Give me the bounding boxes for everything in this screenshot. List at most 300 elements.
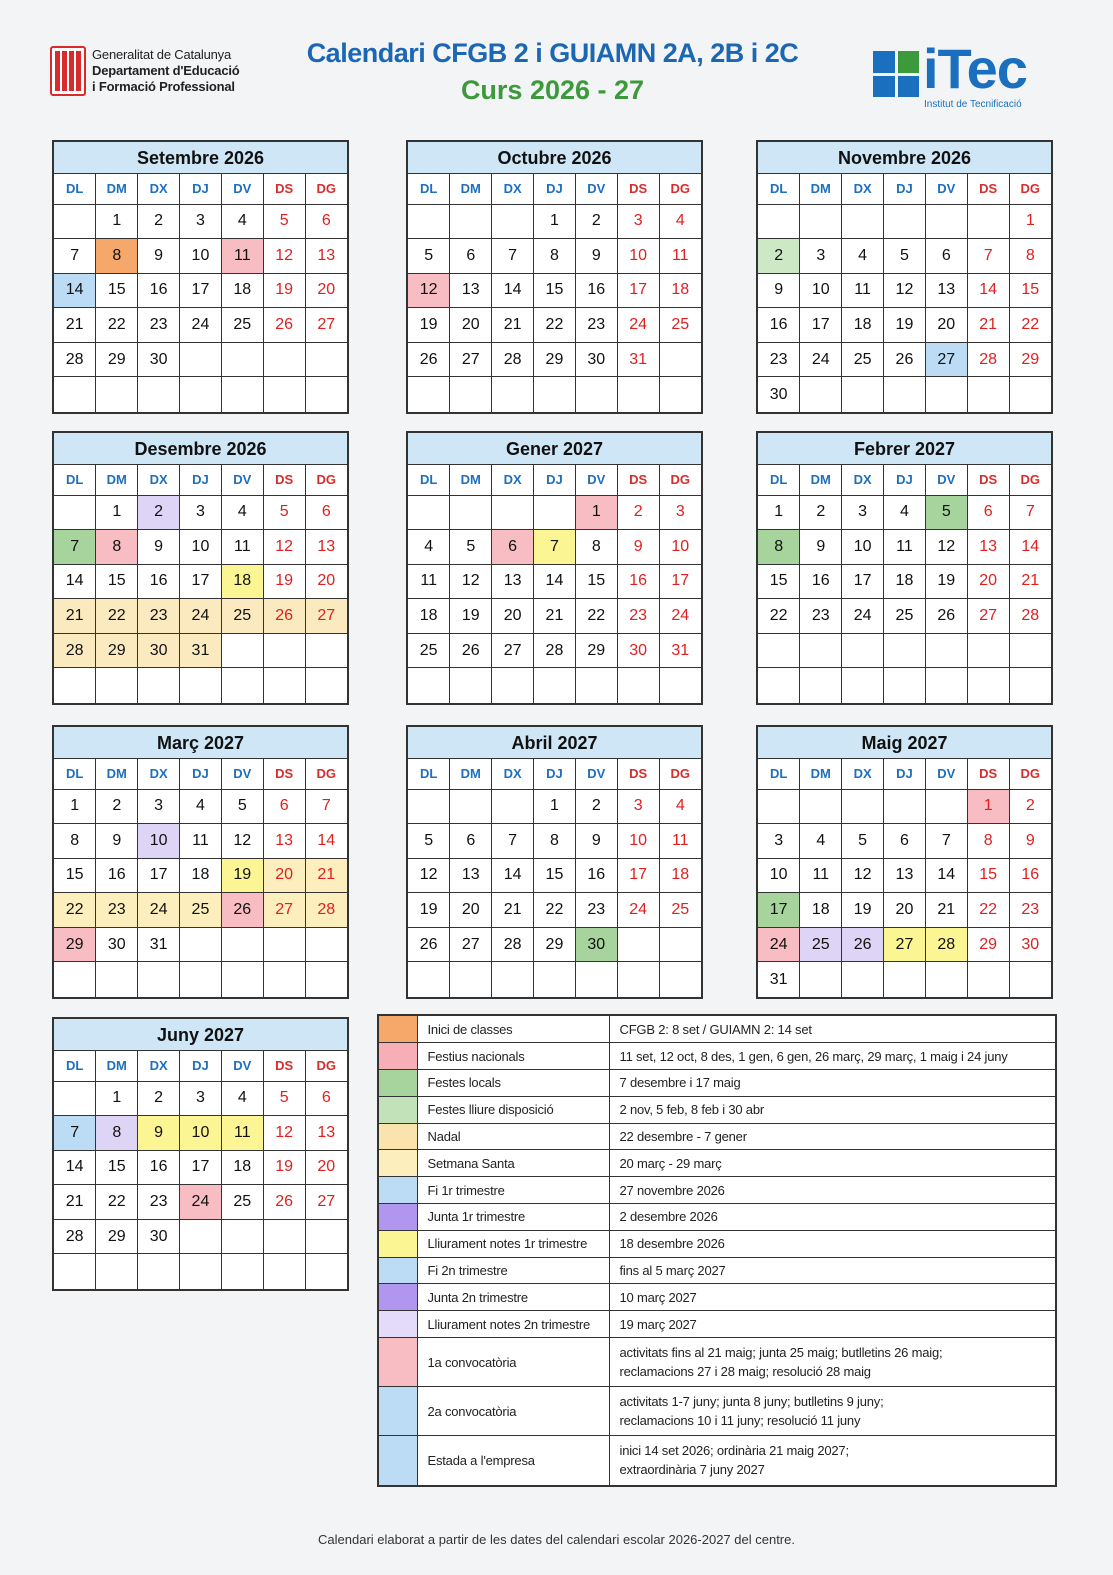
empty-cell (800, 789, 842, 824)
week-row (408, 308, 701, 343)
weekday-label: DX (492, 174, 534, 204)
legend-label: Fi 1r trimestre (417, 1177, 609, 1204)
day-cell: 15 (758, 564, 800, 599)
day-cell: 17 (842, 564, 884, 599)
month-calendar (756, 725, 1053, 999)
day-cell: 17 (180, 564, 222, 599)
day-cell: 23 (800, 599, 842, 634)
day-cell: 6 (967, 495, 1009, 530)
day-cell: 13 (450, 858, 492, 893)
day-cell: 24 (180, 599, 222, 634)
weekday-header-row (54, 759, 347, 789)
day-cell: 19 (884, 308, 926, 343)
day-cell: 25 (659, 893, 701, 928)
day-cell: 28 (54, 342, 96, 377)
day-cell: 24 (800, 342, 842, 377)
month-calendar (756, 431, 1053, 705)
week-row (54, 377, 347, 412)
legend-value (609, 1096, 1055, 1123)
day-cell: 5 (221, 789, 263, 824)
empty-cell (96, 1254, 138, 1289)
empty-cell (54, 1081, 96, 1116)
empty-cell (54, 962, 96, 997)
day-cell: 10 (617, 239, 659, 274)
day-cell: 7 (925, 824, 967, 859)
day-cell: 26 (450, 633, 492, 668)
day-cell: 15 (1009, 273, 1051, 308)
day-cell: 2 (96, 789, 138, 824)
empty-cell (884, 668, 926, 703)
weekday-label: DJ (180, 759, 222, 789)
week-row (758, 927, 1051, 962)
day-cell: 24 (180, 1185, 222, 1220)
legend-color-swatch (379, 1177, 417, 1204)
legend-color-swatch (379, 1436, 417, 1485)
weekday-label: DV (575, 465, 617, 495)
day-cell: 21 (492, 893, 534, 928)
day-cell: 10 (180, 1116, 222, 1151)
empty-cell (925, 789, 967, 824)
day-cell: 8 (54, 824, 96, 859)
month-calendar (406, 725, 703, 999)
weekday-label: DJ (534, 174, 576, 204)
empty-cell (221, 1254, 263, 1289)
day-cell: 6 (305, 1081, 347, 1116)
week-row (758, 308, 1051, 343)
weekday-label: DJ (884, 465, 926, 495)
day-cell: 28 (1009, 599, 1051, 634)
day-cell: 29 (967, 927, 1009, 962)
empty-cell (54, 668, 96, 703)
legend-value-line: 20 març - 29 març (619, 1155, 722, 1171)
empty-cell (180, 342, 222, 377)
day-cell: 30 (138, 633, 180, 668)
day-cell: 27 (967, 599, 1009, 634)
empty-cell (305, 342, 347, 377)
empty-cell (925, 633, 967, 668)
legend-label: Estada a l'empresa (417, 1436, 609, 1485)
empty-cell (138, 377, 180, 412)
empty-cell (263, 927, 305, 962)
weekday-label: DL (54, 174, 96, 204)
empty-cell (492, 789, 534, 824)
day-cell: 29 (96, 633, 138, 668)
legend-value-line: extraordinària 7 juny 2027 (619, 1462, 765, 1478)
day-cell: 16 (758, 308, 800, 343)
day-cell: 18 (221, 273, 263, 308)
day-cell: 8 (96, 1116, 138, 1151)
day-cell: 16 (575, 273, 617, 308)
weekday-label: DS (967, 174, 1009, 204)
itec-wordmark: iTec (923, 37, 1027, 100)
month-calendar (52, 725, 349, 999)
empty-cell (408, 377, 450, 412)
day-cell: 21 (492, 308, 534, 343)
day-cell: 9 (575, 239, 617, 274)
legend-label: Setmana Santa (417, 1150, 609, 1177)
legend-color-swatch (379, 1230, 417, 1257)
legend-value-line: activitats fins al 21 maig; junta 25 maig; butlletins 26 maig; (619, 1345, 943, 1361)
week-row (758, 530, 1051, 565)
day-cell: 12 (450, 564, 492, 599)
day-cell: 6 (492, 530, 534, 565)
day-cell: 25 (221, 599, 263, 634)
day-cell: 8 (96, 239, 138, 274)
legend-row (379, 1123, 1055, 1150)
day-cell: 3 (180, 1081, 222, 1116)
day-cell: 13 (305, 1116, 347, 1151)
day-cell: 30 (138, 342, 180, 377)
empty-cell (96, 668, 138, 703)
empty-cell (450, 204, 492, 239)
legend-value-line: 2 nov, 5 feb, 8 feb i 30 abr (619, 1102, 764, 1118)
empty-cell (408, 962, 450, 997)
legend-value-line: reclamacions 10 i 11 juny; resolució 11 juny (619, 1413, 861, 1429)
day-cell: 18 (221, 1150, 263, 1185)
day-cell: 8 (575, 530, 617, 565)
day-cell: 9 (617, 530, 659, 565)
weekday-label: DM (800, 759, 842, 789)
day-cell: 7 (305, 789, 347, 824)
day-cell: 11 (800, 858, 842, 893)
weekday-label: DG (305, 759, 347, 789)
day-cell: 30 (758, 377, 800, 412)
weekday-header-row (54, 174, 347, 204)
month-title: Desembre 2026 (54, 433, 347, 465)
weekday-label: DG (659, 759, 701, 789)
day-cell: 28 (54, 633, 96, 668)
legend-color-swatch (379, 1387, 417, 1436)
legend-value (609, 1150, 1055, 1177)
day-cell: 14 (492, 858, 534, 893)
day-cell: 21 (534, 599, 576, 634)
legend-value-line: 22 desembre - 7 gener (619, 1129, 747, 1145)
week-row (758, 239, 1051, 274)
week-row (54, 668, 347, 703)
empty-cell (263, 633, 305, 668)
weekday-header-row (54, 1051, 347, 1081)
day-cell: 12 (263, 530, 305, 565)
day-cell: 13 (305, 530, 347, 565)
legend-value (609, 1284, 1055, 1311)
day-cell: 17 (138, 858, 180, 893)
day-cell: 31 (180, 633, 222, 668)
day-cell: 25 (221, 308, 263, 343)
day-cell: 23 (96, 893, 138, 928)
week-row (758, 789, 1051, 824)
empty-cell (842, 962, 884, 997)
week-row (408, 377, 701, 412)
weekday-label: DX (138, 759, 180, 789)
day-cell: 25 (221, 1185, 263, 1220)
day-cell: 14 (1009, 530, 1051, 565)
day-cell: 11 (221, 1116, 263, 1151)
weekday-label: DV (221, 1051, 263, 1081)
month-calendar (52, 1017, 349, 1291)
day-cell: 14 (54, 1150, 96, 1185)
day-cell: 14 (967, 273, 1009, 308)
legend-value (609, 1204, 1055, 1231)
week-row (408, 962, 701, 997)
day-cell: 11 (884, 530, 926, 565)
empty-cell (180, 668, 222, 703)
day-cell: 3 (842, 495, 884, 530)
day-cell: 16 (96, 858, 138, 893)
day-cell: 27 (450, 342, 492, 377)
day-cell: 5 (925, 495, 967, 530)
legend-row (379, 1016, 1055, 1043)
legend-label: Fi 2n trimestre (417, 1257, 609, 1284)
weekday-label: DS (967, 759, 1009, 789)
itec-subtitle: Institut de Tecnificació (924, 99, 1022, 110)
empty-cell (1009, 962, 1051, 997)
week-row (54, 342, 347, 377)
empty-cell (758, 789, 800, 824)
empty-cell (408, 495, 450, 530)
weekday-label: DJ (180, 465, 222, 495)
legend-value-line: 27 novembre 2026 (619, 1182, 725, 1198)
weekday-label: DJ (884, 759, 926, 789)
day-cell: 19 (221, 858, 263, 893)
day-cell: 22 (96, 308, 138, 343)
weekday-label: DX (492, 465, 534, 495)
week-row (408, 824, 701, 859)
day-cell: 11 (842, 273, 884, 308)
day-cell: 17 (758, 893, 800, 928)
day-cell: 7 (1009, 495, 1051, 530)
weekday-label: DM (800, 174, 842, 204)
week-row (758, 824, 1051, 859)
weekday-label: DG (1009, 465, 1051, 495)
day-cell: 19 (263, 1150, 305, 1185)
week-row (758, 342, 1051, 377)
legend-color-swatch (379, 1043, 417, 1070)
weekday-label: DM (96, 465, 138, 495)
month-title: Abril 2027 (408, 727, 701, 759)
legend-value-line: reclamacions 27 i 28 maig; resolució 28 maig (619, 1364, 871, 1380)
empty-cell (617, 377, 659, 412)
empty-cell (450, 495, 492, 530)
day-cell: 1 (54, 789, 96, 824)
month-title: Setembre 2026 (54, 142, 347, 174)
week-row (408, 239, 701, 274)
day-cell: 1 (96, 495, 138, 530)
weekday-label: DM (450, 759, 492, 789)
weekday-label: DV (925, 174, 967, 204)
day-cell: 6 (305, 204, 347, 239)
day-cell: 12 (263, 1116, 305, 1151)
empty-cell (492, 377, 534, 412)
legend-value-line: 11 set, 12 oct, 8 des, 1 gen, 6 gen, 26 març, 29 març, 1 maig i 24 juny (619, 1048, 1008, 1064)
legend-value (609, 1387, 1055, 1436)
legend-label: Lliurament notes 2n trimestre (417, 1311, 609, 1338)
day-cell: 4 (659, 789, 701, 824)
legend-value (609, 1257, 1055, 1284)
empty-cell (408, 789, 450, 824)
day-cell: 25 (180, 893, 222, 928)
day-cell: 20 (305, 1150, 347, 1185)
day-cell: 18 (408, 599, 450, 634)
empty-cell (617, 668, 659, 703)
day-cell: 10 (842, 530, 884, 565)
day-cell: 6 (305, 495, 347, 530)
day-cell: 1 (534, 789, 576, 824)
empty-cell (534, 495, 576, 530)
day-cell: 8 (1009, 239, 1051, 274)
weekday-label: DS (617, 759, 659, 789)
day-cell: 6 (450, 239, 492, 274)
week-row (54, 204, 347, 239)
day-cell: 14 (492, 273, 534, 308)
day-cell: 1 (96, 204, 138, 239)
day-cell: 18 (221, 564, 263, 599)
day-cell: 22 (96, 1185, 138, 1220)
day-cell: 7 (54, 530, 96, 565)
day-cell: 10 (758, 858, 800, 893)
day-cell: 17 (180, 273, 222, 308)
day-cell: 25 (659, 308, 701, 343)
day-cell: 8 (758, 530, 800, 565)
day-cell: 14 (925, 858, 967, 893)
day-cell: 28 (492, 342, 534, 377)
legend-label: 1a convocatòria (417, 1338, 609, 1387)
day-cell: 9 (138, 239, 180, 274)
legend-color-swatch (379, 1257, 417, 1284)
day-cell: 11 (221, 530, 263, 565)
day-cell: 16 (617, 564, 659, 599)
empty-cell (408, 204, 450, 239)
generalitat-text (92, 47, 240, 95)
day-cell: 4 (180, 789, 222, 824)
empty-cell (800, 962, 842, 997)
day-cell: 2 (758, 239, 800, 274)
empty-cell (967, 962, 1009, 997)
empty-cell (492, 204, 534, 239)
week-row (758, 599, 1051, 634)
week-row (54, 893, 347, 928)
day-cell: 17 (180, 1150, 222, 1185)
day-cell: 28 (967, 342, 1009, 377)
day-cell: 13 (925, 273, 967, 308)
week-row (54, 1219, 347, 1254)
day-cell: 14 (54, 564, 96, 599)
title-block (250, 38, 855, 106)
day-cell: 3 (180, 204, 222, 239)
empty-cell (884, 377, 926, 412)
day-cell: 17 (659, 564, 701, 599)
day-cell: 7 (54, 239, 96, 274)
day-cell: 29 (96, 1219, 138, 1254)
day-cell: 6 (925, 239, 967, 274)
day-cell: 12 (925, 530, 967, 565)
week-row (408, 893, 701, 928)
empty-cell (967, 668, 1009, 703)
weekday-header-row (758, 174, 1051, 204)
week-row (408, 858, 701, 893)
empty-cell (659, 927, 701, 962)
empty-cell (221, 1219, 263, 1254)
day-cell: 21 (1009, 564, 1051, 599)
weekday-label: DV (575, 759, 617, 789)
empty-cell (305, 1254, 347, 1289)
day-cell: 21 (925, 893, 967, 928)
day-cell: 23 (138, 1185, 180, 1220)
weekday-label: DG (659, 174, 701, 204)
empty-cell (492, 495, 534, 530)
empty-cell (575, 668, 617, 703)
weekday-label: DX (842, 465, 884, 495)
empty-cell (659, 377, 701, 412)
legend-color-swatch (379, 1096, 417, 1123)
day-cell: 10 (180, 530, 222, 565)
day-cell: 19 (263, 273, 305, 308)
empty-cell (96, 962, 138, 997)
day-cell: 14 (534, 564, 576, 599)
day-cell: 3 (659, 495, 701, 530)
day-cell: 18 (180, 858, 222, 893)
legend-row (379, 1150, 1055, 1177)
weekday-label: DJ (884, 174, 926, 204)
week-row (408, 495, 701, 530)
legend-value-line: 2 desembre 2026 (619, 1209, 718, 1225)
legend-label: Nadal (417, 1123, 609, 1150)
logo-line-3: i Formació Professional (92, 79, 235, 94)
empty-cell (1009, 377, 1051, 412)
empty-cell (305, 377, 347, 412)
day-cell: 25 (842, 342, 884, 377)
legend-color-swatch (379, 1204, 417, 1231)
day-cell: 12 (408, 273, 450, 308)
legend-value-line: 18 desembre 2026 (619, 1236, 725, 1252)
week-row (408, 668, 701, 703)
day-cell: 3 (800, 239, 842, 274)
day-cell: 2 (575, 204, 617, 239)
day-cell: 20 (967, 564, 1009, 599)
day-cell: 7 (534, 530, 576, 565)
day-cell: 21 (54, 308, 96, 343)
day-cell: 5 (263, 495, 305, 530)
empty-cell (263, 1219, 305, 1254)
week-row (758, 962, 1051, 997)
day-cell: 28 (54, 1219, 96, 1254)
empty-cell (221, 962, 263, 997)
day-cell: 24 (138, 893, 180, 928)
legend-color-swatch (379, 1338, 417, 1387)
day-cell: 20 (492, 599, 534, 634)
week-row (408, 633, 701, 668)
empty-cell (884, 962, 926, 997)
day-cell: 23 (617, 599, 659, 634)
weekday-label: DM (96, 174, 138, 204)
weekday-label: DV (221, 174, 263, 204)
empty-cell (54, 204, 96, 239)
legend-label: Junta 1r trimestre (417, 1204, 609, 1231)
weekday-header-row (408, 465, 701, 495)
day-cell: 3 (138, 789, 180, 824)
day-cell: 10 (659, 530, 701, 565)
weekday-label: DS (617, 174, 659, 204)
day-cell: 15 (96, 273, 138, 308)
empty-cell (967, 377, 1009, 412)
empty-cell (534, 962, 576, 997)
day-cell: 17 (617, 273, 659, 308)
empty-cell (450, 668, 492, 703)
week-row (408, 789, 701, 824)
weekday-label: DG (305, 465, 347, 495)
day-cell: 15 (96, 1150, 138, 1185)
week-row (54, 927, 347, 962)
week-row (408, 599, 701, 634)
